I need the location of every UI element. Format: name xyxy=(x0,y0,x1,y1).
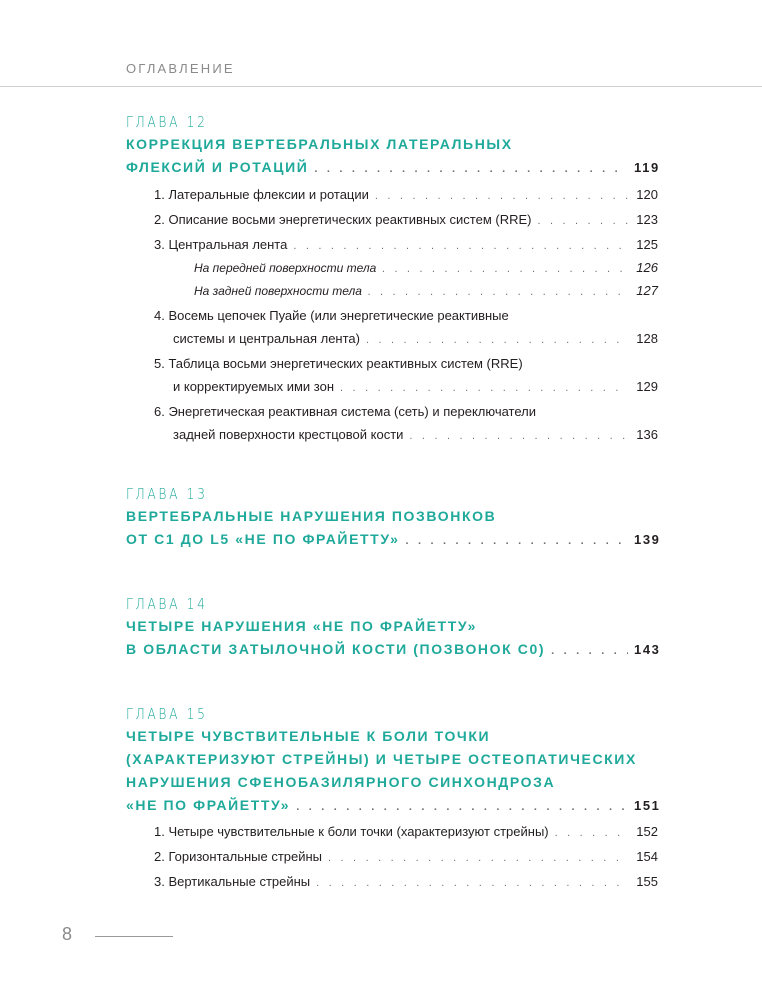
dot-leader xyxy=(375,185,628,208)
chapter-label: ГЛАВА 15 xyxy=(126,705,208,723)
entry-title: 3. Центральная лента xyxy=(154,237,288,252)
page-number: 139 xyxy=(634,532,661,547)
entry-title: На передней поверхности тела xyxy=(194,261,377,275)
dot-leader xyxy=(316,872,628,895)
chapter-15 xyxy=(126,705,661,893)
dot-leader xyxy=(314,158,628,181)
entry-first-line: 6. Энергетическая реактивная система (сеть) и переключатели xyxy=(154,404,537,419)
entry-title: На задней поверхности тела xyxy=(194,284,362,298)
page-number-footer: 8 xyxy=(62,924,73,944)
entry-title: 3. Вертикальные стрейны xyxy=(154,874,311,889)
entry-title: 1. Четыре чувствительные к боли точки (характеризуют стрейны) xyxy=(154,824,549,839)
dot-leader xyxy=(551,640,628,663)
entry-title-continued: и корректируемых ими зон xyxy=(173,379,335,394)
page-number: 152 xyxy=(636,824,658,839)
dot-leader xyxy=(368,281,628,304)
entry-first-line: 4. Восемь цепочек Пуайе (или энергетические реактивные xyxy=(154,308,509,323)
page-number: 151 xyxy=(634,798,661,813)
dot-leader xyxy=(382,258,628,281)
entry-title-continued: системы и центральная лента) xyxy=(173,331,360,346)
entry-title: 2. Описание восьми энергетических реактивных систем (RRE) xyxy=(154,212,532,227)
chapter-13 xyxy=(126,485,661,551)
chapter-title-last-line: В ОБЛАСТИ ЗАТЫЛОЧНОЙ КОСТИ (ПОЗВОНОК C0) xyxy=(126,641,546,657)
toc-entry[interactable] xyxy=(154,870,658,893)
dot-leader xyxy=(293,235,628,258)
chapter-title-last-line: ФЛЕКСИЙ И РОТАЦИЙ xyxy=(126,159,309,175)
page-number: 129 xyxy=(636,379,658,394)
chapter-title-line: КОРРЕКЦИЯ ВЕРТЕБРАЛЬНЫХ ЛАТЕРАЛЬНЫХ xyxy=(126,136,513,152)
dot-leader xyxy=(555,822,628,845)
entry-title: 2. Горизонтальные стрейны xyxy=(154,849,323,864)
page-number: 143 xyxy=(634,642,661,657)
header-divider xyxy=(0,86,762,87)
chapter-title-last-line: ОТ C1 ДО L5 «НЕ ПО ФРАЙЕТТУ» xyxy=(126,531,400,547)
chapter-14 xyxy=(126,595,661,661)
toc-entry[interactable] xyxy=(154,208,658,231)
chapter-title-row[interactable] xyxy=(126,638,661,661)
toc-entry[interactable] xyxy=(173,327,658,350)
page-number: 154 xyxy=(636,849,658,864)
chapter-title-row[interactable] xyxy=(126,528,661,551)
dot-leader xyxy=(409,425,628,448)
dot-leader xyxy=(366,329,628,352)
entry-title: 1. Латеральные флексии и ротации xyxy=(154,187,369,202)
page-number: 136 xyxy=(636,427,658,442)
page-number: 120 xyxy=(636,187,658,202)
chapter-label: ГЛАВА 13 xyxy=(126,485,208,503)
toc-entry[interactable] xyxy=(173,375,658,398)
page-number: 155 xyxy=(636,874,658,889)
chapter-title-line: НАРУШЕНИЯ СФЕНОБАЗИЛЯРНОГО СИНХОНДРОЗА xyxy=(126,774,556,790)
page-number: 119 xyxy=(634,160,660,175)
toc-entry[interactable] xyxy=(173,423,658,446)
footer-divider xyxy=(95,936,173,937)
dot-leader xyxy=(406,530,629,553)
dot-leader xyxy=(296,796,628,819)
page-number: 128 xyxy=(636,331,658,346)
toc-entry[interactable] xyxy=(154,845,658,868)
chapter-title-line: (ХАРАКТЕРИЗУЮТ СТРЕЙНЫ) И ЧЕТЫРЕ ОСТЕОПАТИЧЕСКИХ xyxy=(126,751,637,767)
chapter-title-line: ВЕРТЕБРАЛЬНЫЕ НАРУШЕНИЯ ПОЗВОНКОВ xyxy=(126,508,497,524)
entry-title-continued: задней поверхности крестцовой кости xyxy=(173,427,404,442)
chapter-label: ГЛАВА 14 xyxy=(126,595,208,613)
entry-first-line: 5. Таблица восьми энергетических реактивных систем (RRE) xyxy=(154,356,523,371)
toc-entry[interactable] xyxy=(154,183,658,206)
chapter-title-line: ЧЕТЫРЕ ЧУВСТВИТЕЛЬНЫЕ К БОЛИ ТОЧКИ xyxy=(126,728,491,744)
page-number: 125 xyxy=(636,237,658,252)
chapter-title-row[interactable] xyxy=(126,156,658,179)
page-number: 126 xyxy=(636,260,658,275)
chapter-label: ГЛАВА 12 xyxy=(126,113,208,131)
dot-leader xyxy=(340,377,628,400)
chapter-title-last-line: «НЕ ПО ФРАЙЕТТУ» xyxy=(126,797,291,813)
dot-leader xyxy=(538,210,629,233)
toc-entry[interactable] xyxy=(154,233,658,256)
toc-sub-entry[interactable] xyxy=(194,256,658,279)
toc-entry[interactable] xyxy=(154,820,658,843)
chapter-title-row[interactable] xyxy=(126,794,661,817)
toc-sub-entry[interactable] xyxy=(194,279,658,302)
page-number: 123 xyxy=(636,212,658,227)
page-header-title: ОГЛАВЛЕНИЕ xyxy=(126,61,235,76)
chapter-title-line: ЧЕТЫРЕ НАРУШЕНИЯ «НЕ ПО ФРАЙЕТТУ» xyxy=(126,618,478,634)
chapter-12 xyxy=(126,114,658,446)
dot-leader xyxy=(328,847,628,870)
page-number: 127 xyxy=(636,283,658,298)
